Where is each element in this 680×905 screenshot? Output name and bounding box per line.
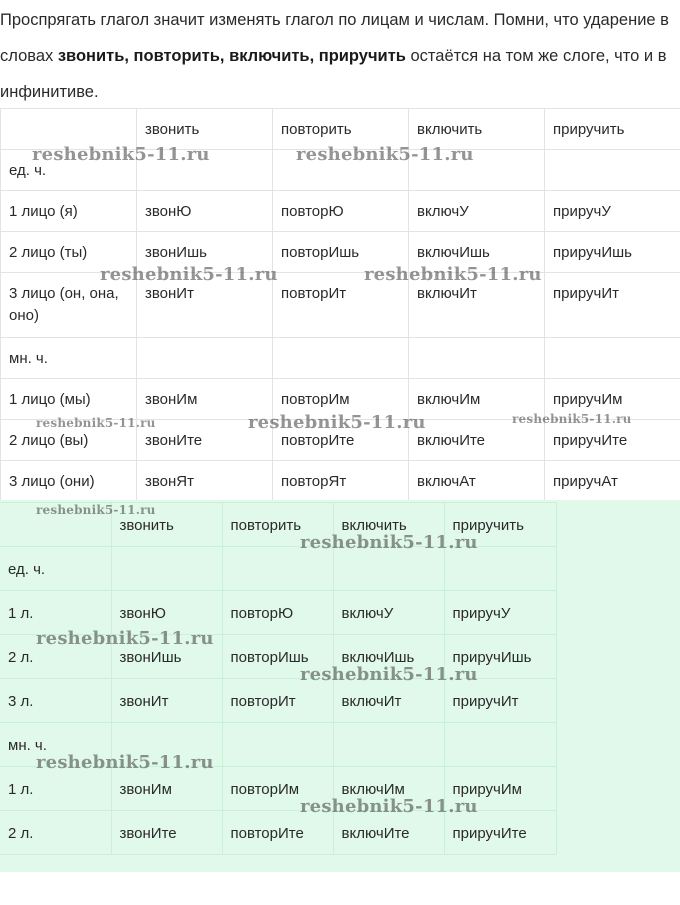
table-cell: повторЮ — [273, 191, 409, 232]
watermark: reshebnik5-11.ru — [300, 796, 478, 817]
row-label: 2 л. — [0, 635, 111, 679]
header-cell: включить — [409, 109, 545, 150]
row-label: 2 л. — [0, 811, 111, 855]
watermark: reshebnik5-11.ru — [300, 532, 478, 553]
row-label: 1 лицо (я) — [1, 191, 137, 232]
header-cell: повторить — [273, 109, 409, 150]
table-cell: повторЮ — [222, 591, 333, 635]
table-cell: включИт — [333, 679, 444, 723]
table-cell: повторИшь — [273, 232, 409, 273]
table-cell: приручИте — [545, 420, 680, 461]
watermark: reshebnik5-11.ru — [36, 628, 214, 649]
table-cell: включИте — [409, 420, 545, 461]
row-label: 2 лицо (ты) — [1, 232, 137, 273]
table-cell: включИм — [333, 767, 444, 811]
table-cell: включИт — [409, 273, 545, 338]
intro-text-end: остаётся на том же слоге, что и в инфинитиве. — [0, 47, 667, 101]
header-cell: звонить — [111, 503, 222, 547]
table-cell: звонЮ — [111, 591, 222, 635]
table-cell: включИте — [333, 811, 444, 855]
table-cell: включИшь — [409, 232, 545, 273]
table-cell: повторИте — [273, 420, 409, 461]
table-cell — [444, 723, 556, 767]
table-cell — [222, 547, 333, 591]
watermark: reshebnik5-11.ru — [100, 264, 278, 285]
table-cell — [333, 547, 444, 591]
header-cell: приручить — [444, 503, 556, 547]
table-cell: приручУ — [444, 591, 556, 635]
table-cell — [111, 547, 222, 591]
table-cell: приручИшь — [444, 635, 556, 679]
table-cell: повторИт — [222, 679, 333, 723]
table-cell: звонИте — [137, 420, 273, 461]
header-cell: повторить — [222, 503, 333, 547]
row-label: 2 лицо (вы) — [1, 420, 137, 461]
header-cell: включить — [333, 503, 444, 547]
table-row — [1, 191, 680, 232]
row-label: мн. ч. — [1, 338, 137, 379]
table-cell: повторИм — [273, 379, 409, 420]
conjugation-table-1 — [0, 108, 680, 502]
table-cell — [273, 338, 409, 379]
table-cell: звонИте — [111, 811, 222, 855]
table-cell — [409, 338, 545, 379]
table-cell: приручИте — [444, 811, 556, 855]
watermark: reshebnik5-11.ru — [36, 416, 156, 430]
table-cell: приручИшь — [545, 232, 680, 273]
table-cell — [545, 338, 680, 379]
table-cell: приручАт — [545, 461, 680, 502]
row-label: 3 лицо (они) — [1, 461, 137, 502]
table-cell: звонИм — [111, 767, 222, 811]
table-cell: повторИм — [222, 767, 333, 811]
header-cell: приручить — [545, 109, 680, 150]
watermark: reshebnik5-11.ru — [248, 412, 426, 433]
row-label: мн. ч. — [0, 723, 111, 767]
intro-paragraph — [0, 2, 676, 110]
row-label: 1 л. — [0, 591, 111, 635]
header-cell: звонить — [137, 109, 273, 150]
table-cell — [545, 150, 680, 191]
table-cell: включИшь — [333, 635, 444, 679]
table-cell: звонЮ — [137, 191, 273, 232]
table-cell — [222, 723, 333, 767]
table-cell: включАт — [409, 461, 545, 502]
table-cell: приручИм — [444, 767, 556, 811]
table-cell: звонИшь — [137, 232, 273, 273]
table-cell: звонИшь — [111, 635, 222, 679]
table-row — [0, 811, 556, 855]
table-cell: повторЯт — [273, 461, 409, 502]
table-cell: повторИшь — [222, 635, 333, 679]
watermark: reshebnik5-11.ru — [296, 144, 474, 165]
table-cell: включИм — [409, 379, 545, 420]
table-row — [0, 679, 556, 723]
table-row — [1, 461, 680, 502]
table-cell: звонИт — [137, 273, 273, 338]
watermark: reshebnik5-11.ru — [36, 752, 214, 773]
row-label: 3 л. — [0, 679, 111, 723]
table-cell: звонИт — [111, 679, 222, 723]
table-cell: включУ — [333, 591, 444, 635]
table-cell — [333, 723, 444, 767]
watermark: reshebnik5-11.ru — [512, 412, 632, 426]
row-label: 3 лицо (он, она, оно) — [1, 273, 137, 338]
row-label: ед. ч. — [0, 547, 111, 591]
table-cell: приручУ — [545, 191, 680, 232]
intro-text-start: Проспрягать глагол значит изменять глагол по лицам и числам. Помни, что ударение в словах — [0, 11, 669, 65]
table-cell: приручИт — [444, 679, 556, 723]
row-label: 1 лицо (мы) — [1, 379, 137, 420]
table-cell: повторИте — [222, 811, 333, 855]
watermark: reshebnik5-11.ru — [32, 144, 210, 165]
table-cell: приручИм — [545, 379, 680, 420]
row-label: ед. ч. — [1, 150, 137, 191]
intro-bold-verbs: звонить, повторить, включить, приручить — [57, 47, 406, 65]
table-cell — [444, 547, 556, 591]
watermark: reshebnik5-11.ru — [36, 503, 156, 517]
watermark: reshebnik5-11.ru — [364, 264, 542, 285]
table-row — [0, 547, 556, 591]
table-cell: звонЯт — [137, 461, 273, 502]
table-cell — [137, 338, 273, 379]
row-label: 1 л. — [0, 767, 111, 811]
watermark: reshebnik5-11.ru — [300, 664, 478, 685]
table-cell: звонИм — [137, 379, 273, 420]
table-cell: повторИт — [273, 273, 409, 338]
table-cell: приручИт — [545, 273, 680, 338]
table-row — [1, 338, 680, 379]
table-cell: включУ — [409, 191, 545, 232]
